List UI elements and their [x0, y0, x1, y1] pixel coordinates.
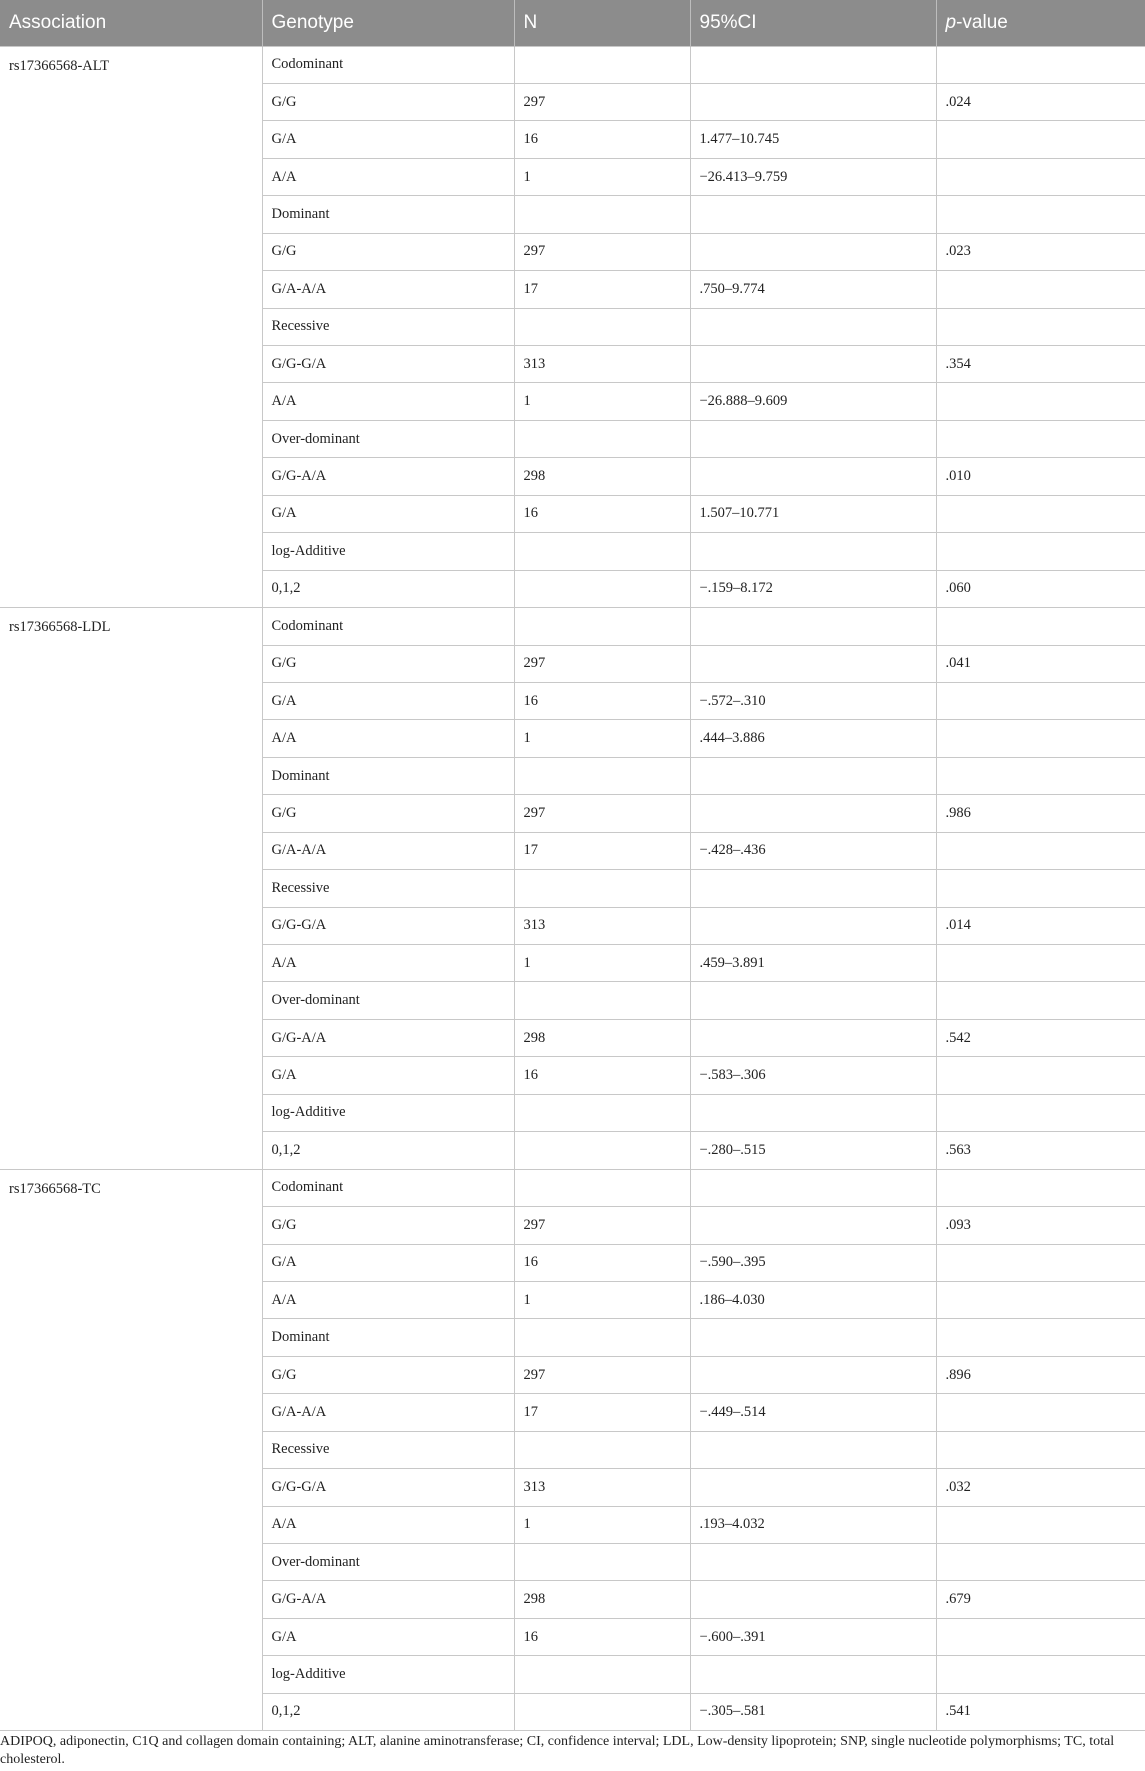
genotype-cell: A/A [262, 158, 514, 195]
genotype-cell: log-Additive [262, 1094, 514, 1131]
header-genotype: Genotype [262, 0, 514, 46]
ci-cell [690, 870, 936, 907]
n-cell: 298 [514, 1581, 690, 1618]
p-value-cell: .032 [936, 1469, 1145, 1506]
n-cell: 1 [514, 158, 690, 195]
p-value-cell [936, 533, 1145, 570]
header-p-rest: -value [956, 11, 1008, 33]
genotype-cell: G/G-G/A [262, 907, 514, 944]
ci-cell: 1.477–10.745 [690, 121, 936, 158]
table-row [0, 46, 1145, 83]
genotype-cell: Dominant [262, 196, 514, 233]
p-value-cell: .024 [936, 83, 1145, 120]
n-cell [514, 982, 690, 1019]
ci-cell [690, 46, 936, 83]
ci-cell [690, 83, 936, 120]
genotype-cell: G/G-A/A [262, 1581, 514, 1618]
p-value-cell: .014 [936, 907, 1145, 944]
ci-cell [690, 1094, 936, 1131]
header-p-value [936, 0, 1145, 46]
genotype-cell: Codominant [262, 46, 514, 83]
genotype-cell: A/A [262, 383, 514, 420]
p-value-cell [936, 682, 1145, 719]
ci-cell [690, 196, 936, 233]
genotype-cell: Recessive [262, 870, 514, 907]
genotype-cell: G/A-A/A [262, 271, 514, 308]
p-value-cell: .041 [936, 645, 1145, 682]
ci-cell [690, 1019, 936, 1056]
genotype-cell: G/A [262, 1244, 514, 1281]
n-cell: 17 [514, 1394, 690, 1431]
genotype-cell: Dominant [262, 1319, 514, 1356]
n-cell [514, 196, 690, 233]
p-value-cell [936, 158, 1145, 195]
n-cell [514, 870, 690, 907]
genotype-cell: G/A [262, 1618, 514, 1655]
ci-cell [690, 1207, 936, 1244]
n-cell: 1 [514, 1281, 690, 1318]
genotype-cell: Codominant [262, 608, 514, 645]
table-header [0, 0, 1145, 46]
ci-cell [690, 1169, 936, 1206]
p-value-cell [936, 757, 1145, 794]
ci-cell [690, 1469, 936, 1506]
n-cell [514, 1544, 690, 1581]
genotype-cell: A/A [262, 720, 514, 757]
genotype-cell: 0,1,2 [262, 1132, 514, 1169]
p-value-cell: .896 [936, 1356, 1145, 1393]
p-value-cell: .986 [936, 795, 1145, 832]
p-value-cell: .679 [936, 1581, 1145, 1618]
ci-cell: −.159–8.172 [690, 570, 936, 607]
p-value-cell [936, 945, 1145, 982]
genotype-cell: 0,1,2 [262, 570, 514, 607]
genotype-cell: A/A [262, 1281, 514, 1318]
p-value-cell: .542 [936, 1019, 1145, 1056]
ci-cell [690, 795, 936, 832]
n-cell [514, 533, 690, 570]
header-p-italic: p [945, 11, 957, 33]
ci-cell [690, 645, 936, 682]
genotype-cell: G/G [262, 233, 514, 270]
table-body [0, 46, 1145, 1731]
genotype-cell: Over-dominant [262, 1544, 514, 1581]
n-cell: 298 [514, 458, 690, 495]
genotype-cell: G/A [262, 1057, 514, 1094]
p-value-cell: .023 [936, 233, 1145, 270]
genotype-cell: G/A-A/A [262, 832, 514, 869]
p-value-cell [936, 383, 1145, 420]
ci-cell [690, 1431, 936, 1468]
ci-cell: .193–4.032 [690, 1506, 936, 1543]
ci-cell [690, 308, 936, 345]
n-cell [514, 1094, 690, 1131]
n-cell: 16 [514, 1244, 690, 1281]
p-value-cell [936, 308, 1145, 345]
n-cell: 298 [514, 1019, 690, 1056]
n-cell: 16 [514, 121, 690, 158]
genotype-cell: Over-dominant [262, 982, 514, 1019]
ci-cell: −.583–.306 [690, 1057, 936, 1094]
ci-cell: 1.507–10.771 [690, 495, 936, 532]
association-cell: rs17366568-TC [0, 1169, 262, 1731]
n-cell: 17 [514, 271, 690, 308]
n-cell: 313 [514, 907, 690, 944]
genotype-cell: G/G [262, 1207, 514, 1244]
ci-cell: .186–4.030 [690, 1281, 936, 1318]
n-cell: 313 [514, 346, 690, 383]
ci-cell: −.590–.395 [690, 1244, 936, 1281]
genotype-cell: Over-dominant [262, 420, 514, 457]
n-cell [514, 308, 690, 345]
ci-cell: −.572–.310 [690, 682, 936, 719]
table-row [0, 1169, 1145, 1206]
header-ci: 95%CI [690, 0, 936, 46]
genotype-cell: G/G-A/A [262, 1019, 514, 1056]
header-n: N [514, 0, 690, 46]
genotype-cell: A/A [262, 1506, 514, 1543]
ci-cell [690, 1656, 936, 1693]
ci-cell [690, 757, 936, 794]
genotype-cell: log-Additive [262, 1656, 514, 1693]
ci-cell [690, 533, 936, 570]
p-value-cell [936, 832, 1145, 869]
n-cell [514, 1169, 690, 1206]
ci-cell: −.428–.436 [690, 832, 936, 869]
p-value-cell [936, 1281, 1145, 1318]
n-cell: 16 [514, 1057, 690, 1094]
p-value-cell [936, 1057, 1145, 1094]
p-value-cell [936, 1544, 1145, 1581]
ci-cell: .444–3.886 [690, 720, 936, 757]
p-value-cell: .093 [936, 1207, 1145, 1244]
table-row [0, 608, 1145, 645]
p-value-cell [936, 982, 1145, 1019]
genotype-cell: G/G [262, 645, 514, 682]
n-cell [514, 1656, 690, 1693]
n-cell: 297 [514, 83, 690, 120]
p-value-cell [936, 1094, 1145, 1131]
ci-cell [690, 608, 936, 645]
p-value-cell [936, 196, 1145, 233]
ci-cell [690, 420, 936, 457]
p-value-cell: .060 [936, 570, 1145, 607]
n-cell [514, 608, 690, 645]
genotype-cell: G/G [262, 83, 514, 120]
n-cell: 17 [514, 832, 690, 869]
genotype-cell: G/G [262, 795, 514, 832]
genotype-cell: Recessive [262, 308, 514, 345]
genotype-cell: A/A [262, 945, 514, 982]
n-cell: 297 [514, 795, 690, 832]
n-cell [514, 570, 690, 607]
ci-cell: −.600–.391 [690, 1618, 936, 1655]
genotype-cell: G/G [262, 1356, 514, 1393]
genotype-cell: G/G-A/A [262, 458, 514, 495]
p-value-cell [936, 1618, 1145, 1655]
p-value-cell [936, 46, 1145, 83]
n-cell: 1 [514, 383, 690, 420]
p-value-cell: .541 [936, 1693, 1145, 1730]
ci-cell [690, 1356, 936, 1393]
ci-cell: −.449–.514 [690, 1394, 936, 1431]
p-value-cell [936, 720, 1145, 757]
n-cell: 16 [514, 682, 690, 719]
genotype-cell: Codominant [262, 1169, 514, 1206]
p-value-cell: .010 [936, 458, 1145, 495]
association-cell: rs17366568-ALT [0, 46, 262, 608]
p-value-cell [936, 1394, 1145, 1431]
ci-cell [690, 1581, 936, 1618]
p-value-cell [936, 121, 1145, 158]
n-cell: 1 [514, 720, 690, 757]
association-cell: rs17366568-LDL [0, 608, 262, 1170]
genotype-cell: G/A-A/A [262, 1394, 514, 1431]
n-cell [514, 1431, 690, 1468]
n-cell: 313 [514, 1469, 690, 1506]
ci-cell [690, 346, 936, 383]
n-cell: 297 [514, 1356, 690, 1393]
n-cell: 1 [514, 945, 690, 982]
header-association: Association [0, 0, 262, 46]
n-cell [514, 420, 690, 457]
ci-cell [690, 907, 936, 944]
n-cell: 297 [514, 233, 690, 270]
p-value-cell [936, 271, 1145, 308]
ci-cell [690, 233, 936, 270]
ci-cell: −26.888–9.609 [690, 383, 936, 420]
ci-cell: −.280–.515 [690, 1132, 936, 1169]
p-value-cell [936, 1656, 1145, 1693]
ci-cell [690, 1544, 936, 1581]
p-value-cell [936, 1244, 1145, 1281]
ci-cell: −.305–.581 [690, 1693, 936, 1730]
p-value-cell [936, 1169, 1145, 1206]
ci-cell [690, 1319, 936, 1356]
genotype-cell: G/A [262, 682, 514, 719]
genotype-cell: G/G-G/A [262, 1469, 514, 1506]
ci-cell [690, 458, 936, 495]
p-value-cell: .563 [936, 1132, 1145, 1169]
p-value-cell: .354 [936, 346, 1145, 383]
p-value-cell [936, 1431, 1145, 1468]
n-cell: 297 [514, 1207, 690, 1244]
n-cell [514, 757, 690, 794]
genotype-cell: log-Additive [262, 533, 514, 570]
n-cell: 1 [514, 1506, 690, 1543]
n-cell: 16 [514, 495, 690, 532]
p-value-cell [936, 608, 1145, 645]
n-cell [514, 1319, 690, 1356]
genotype-cell: Recessive [262, 1431, 514, 1468]
header-row [0, 0, 1145, 46]
genotype-cell: G/A [262, 121, 514, 158]
p-value-cell [936, 420, 1145, 457]
p-value-cell [936, 1319, 1145, 1356]
ci-cell: .459–3.891 [690, 945, 936, 982]
p-value-cell [936, 1506, 1145, 1543]
genotype-cell: G/G-G/A [262, 346, 514, 383]
genotype-cell: G/A [262, 495, 514, 532]
n-cell [514, 46, 690, 83]
ci-cell: .750–9.774 [690, 271, 936, 308]
ci-cell [690, 982, 936, 1019]
genotype-cell: 0,1,2 [262, 1693, 514, 1730]
n-cell: 297 [514, 645, 690, 682]
p-value-cell [936, 495, 1145, 532]
genotype-cell: Dominant [262, 757, 514, 794]
p-value-cell [936, 870, 1145, 907]
table-footnote: ADIPOQ, adiponectin, C1Q and collagen domain containing; ALT, alanine aminotransferase; CI, confidence interval; LDL, Low-density lipoprotein; SNP, single nucleotide polymorphisms; TC, total cholesterol. [0, 1734, 1115, 1767]
n-cell: 16 [514, 1618, 690, 1655]
n-cell [514, 1132, 690, 1169]
ci-cell: −26.413–9.759 [690, 158, 936, 195]
n-cell [514, 1693, 690, 1730]
